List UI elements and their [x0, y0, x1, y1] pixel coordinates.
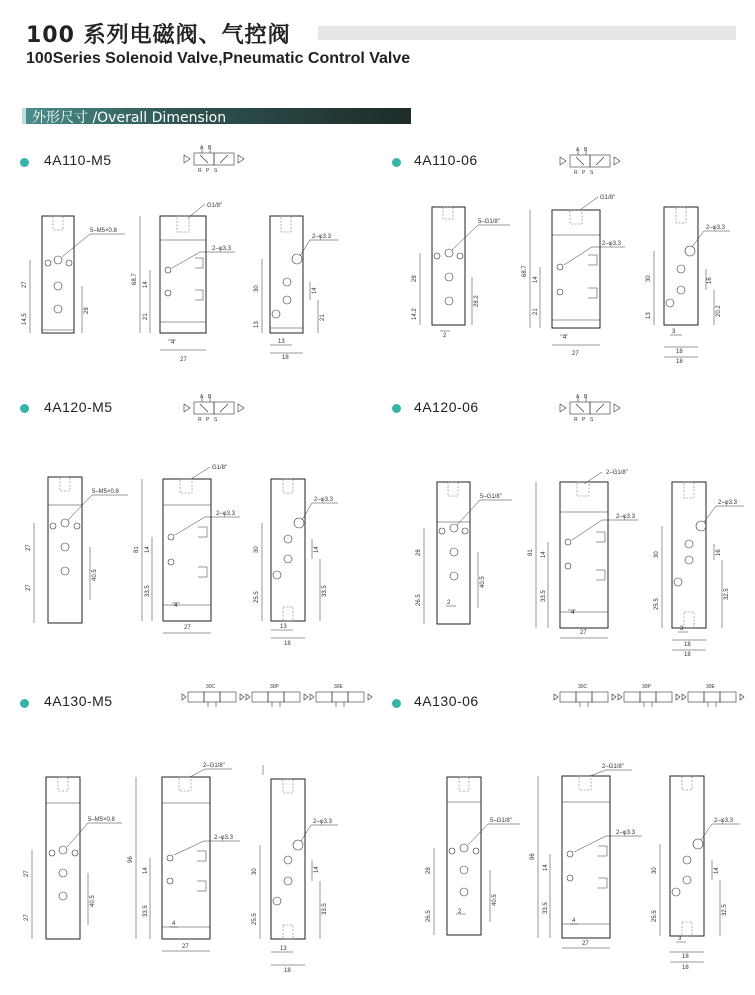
mount-hole-icon: [167, 855, 173, 861]
symbol-port-label: A: [576, 394, 580, 400]
mount-hole-icon: [293, 840, 303, 850]
dimension-value: 81: [528, 549, 534, 556]
dimension-callout: 2–φ3.3: [212, 246, 231, 252]
dimension-callout: 2–φ3.3: [214, 835, 233, 841]
dimension-drawing-4a120-m5: [0, 455, 380, 650]
valve-symbol-30c-icon: [182, 684, 244, 707]
page-title-english: 100Series Solenoid Valve,Pneumatic Control Valve: [26, 50, 411, 67]
mount-hole-icon: [165, 290, 171, 296]
dimension-value: 3: [678, 936, 682, 942]
valve-body-front-view: [437, 482, 470, 624]
port-hole-icon: [450, 548, 458, 556]
dimension-value: 18: [684, 652, 691, 658]
mount-hole-icon: [557, 264, 563, 270]
symbol-port-label: P: [582, 417, 586, 423]
valve-symbol-30c-icon: [554, 684, 616, 707]
dimension-value: 18: [284, 641, 291, 647]
symbol-variant-label: 30E: [334, 684, 343, 690]
dimension-callout: 5–G1/8": [478, 219, 500, 225]
dimension-callout: 5–M5×0.8: [92, 489, 119, 495]
dimension-value: 33.5: [541, 590, 547, 602]
dimension-value: 2: [447, 600, 451, 606]
dimension-value: 18: [282, 355, 289, 361]
symbol-port-label: R: [198, 417, 202, 423]
dimension-callout: 5–M5×0.8: [88, 817, 115, 823]
port-hole-icon: [460, 844, 468, 852]
dimension-callout: G1/8": [212, 465, 228, 471]
mount-hole-icon: [565, 539, 571, 545]
mount-hole-icon: [567, 851, 573, 857]
dimension-value: 33.5: [143, 905, 149, 917]
symbol-port-label: S: [214, 168, 218, 174]
dimension-value: 27: [26, 544, 32, 551]
valve-symbol-icon: [556, 394, 628, 424]
port-hole-icon: [59, 846, 67, 854]
symbol-port-label: A: [576, 147, 580, 153]
valve-body-end-view: [664, 207, 698, 325]
dimension-value: 14: [143, 867, 149, 874]
dimension-value: 27: [180, 357, 187, 363]
dimension-value: 28: [426, 867, 432, 874]
mount-hole-icon: [168, 534, 174, 540]
mount-hole-icon: [696, 521, 706, 531]
model-label: 4A120-06: [414, 399, 479, 415]
model-bullet-icon: [392, 158, 401, 167]
symbol-port-label: A: [200, 394, 204, 400]
port-hole-icon: [61, 519, 69, 527]
dimension-value: 4: [171, 340, 175, 346]
valve-symbol-icon: [556, 147, 628, 177]
mount-hole-icon: [168, 559, 174, 565]
dimension-value: 14: [533, 276, 539, 283]
dimension-value: 14: [543, 864, 549, 871]
model-label: 4A110-M5: [44, 152, 112, 168]
dimension-value: 28: [84, 307, 90, 314]
dimension-value: 2: [458, 909, 462, 915]
symbol-variant-label: 30E: [706, 684, 715, 690]
port-hole-icon: [460, 866, 468, 874]
symbol-port-label: B: [584, 394, 588, 400]
dimension-value: 14: [714, 867, 720, 874]
mount-hole-icon: [557, 289, 563, 295]
mount-hole-icon: [685, 246, 695, 256]
dimension-callout: 2–φ3.3: [714, 818, 733, 824]
dimension-value: 33.5: [145, 585, 151, 597]
valve-body-side-view: [160, 216, 206, 333]
valve-body-end-view: [271, 779, 305, 939]
dimension-value: 27: [580, 630, 587, 636]
title-decorative-bar: [318, 26, 736, 40]
port-hole-icon: [61, 543, 69, 551]
dimension-value: 4: [174, 603, 178, 609]
port-hole-icon: [460, 888, 468, 896]
dimension-value: 96: [128, 856, 134, 863]
model-label: 4A130-M5: [44, 693, 113, 709]
dimension-value: 27: [24, 870, 30, 877]
dimension-value: 25.5: [652, 910, 658, 922]
dimension-value: 14: [143, 281, 149, 288]
dimension-value: 18: [676, 359, 683, 365]
dimension-value: 30: [252, 868, 258, 875]
valve-body-front-view: [432, 207, 465, 325]
dimension-value: 28.2: [474, 295, 480, 307]
dimension-value: 27: [22, 281, 28, 288]
dimension-drawing-4a110-06: [380, 185, 755, 370]
dimension-drawing-4a130-m5: [0, 755, 380, 980]
symbol-port-label: R: [574, 417, 578, 423]
dimension-callout: G1/8": [600, 195, 616, 201]
dimension-value: 25.5: [654, 598, 660, 610]
dimension-callout: 2–φ3.3: [216, 511, 235, 517]
dimension-value: 2: [443, 333, 447, 339]
dimension-value: 14: [541, 551, 547, 558]
dimension-callout: 2–φ3.3: [706, 225, 725, 231]
dimension-value: 27: [182, 944, 189, 950]
valve-symbol-30p-icon: [246, 684, 308, 707]
dimension-value: 26.5: [416, 594, 422, 606]
mount-hole-icon: [567, 875, 573, 881]
valve-body-end-view: [672, 482, 706, 628]
model-bullet-icon: [20, 404, 29, 413]
dimension-value: 3: [680, 626, 684, 632]
dimension-callout: 2–G1/8": [602, 764, 624, 770]
dimension-value: 33.5: [543, 902, 549, 914]
dimension-value: 25.5: [254, 591, 260, 603]
dimension-value: 13: [280, 946, 287, 952]
symbol-port-label: B: [584, 147, 588, 153]
dimension-callout: 2–φ3.3: [616, 830, 635, 836]
valve-body-end-view: [271, 479, 305, 621]
dimension-value: 40.5: [492, 894, 498, 906]
valve-body-side-view: [162, 777, 210, 939]
dimension-value: 21: [143, 313, 149, 320]
section-label: 外形尺寸 /Overall Dimension: [32, 110, 227, 126]
model-bullet-icon: [20, 699, 29, 708]
dimension-callout: 2–φ3.3: [314, 497, 333, 503]
dimension-value: 14: [145, 546, 151, 553]
dimension-value: 20.2: [716, 305, 722, 317]
valve-body-side-view: [560, 482, 608, 628]
dimension-value: 30: [254, 285, 260, 292]
mount-hole-icon: [167, 878, 173, 884]
mount-hole-icon: [693, 839, 703, 849]
mount-hole-icon: [565, 563, 571, 569]
dimension-value: 14: [312, 287, 318, 294]
dimension-callout: G1/8": [207, 203, 223, 209]
valve-symbol-30p-icon: [618, 684, 680, 707]
dimension-callout: 5–G1/8": [480, 494, 502, 500]
section-banner: [22, 108, 411, 124]
dimension-callout: 2–φ3.3: [602, 241, 621, 247]
dimension-callout: 2–φ3.3: [718, 500, 737, 506]
dimension-value: 25.5: [252, 913, 258, 925]
dimension-value: 21: [320, 314, 326, 321]
port-hole-icon: [54, 256, 62, 264]
symbol-port-label: A: [200, 145, 204, 151]
dimension-value: 21: [533, 308, 539, 315]
dimension-drawing-4a120-06: [380, 460, 755, 660]
dimension-value: 30: [654, 551, 660, 558]
dimension-value: 27: [184, 625, 191, 631]
dimension-value: 33.5: [322, 585, 328, 597]
dimension-value: 33.5: [322, 903, 328, 915]
dimension-value: 14.2: [412, 308, 418, 320]
dimension-value: 18: [684, 642, 691, 648]
valve-body-side-view: [552, 210, 600, 328]
symbol-port-label: B: [208, 394, 212, 400]
symbol-port-label: P: [582, 170, 586, 176]
dimension-value: 4: [572, 918, 576, 924]
dimension-value: 68.7: [132, 273, 138, 285]
symbol-port-label: B: [208, 145, 212, 151]
dimension-value: 96: [530, 853, 536, 860]
dimension-callout: 5–M5×0.8: [90, 228, 117, 234]
dimension-value: 28: [416, 549, 422, 556]
dimension-value: 13: [254, 321, 260, 328]
dimension-value: 81: [134, 546, 140, 553]
dimension-value: 27: [26, 584, 32, 591]
dimension-value: 18: [284, 968, 291, 974]
dimension-value: 13: [278, 339, 285, 345]
dimension-value: 40.5: [480, 576, 486, 588]
symbol-port-label: R: [574, 170, 578, 176]
dimension-callout: 2–G1/8": [606, 470, 628, 476]
dimension-value: 30: [652, 867, 658, 874]
dimension-value: 14: [314, 546, 320, 553]
port-hole-icon: [59, 892, 67, 900]
symbol-port-label: P: [206, 168, 210, 174]
model-label: 4A130-06: [414, 693, 479, 709]
dimension-value: 68.7: [522, 265, 528, 277]
dimension-value: 13: [646, 312, 652, 319]
port-hole-icon: [445, 273, 453, 281]
dimension-value: 4: [172, 921, 176, 927]
page-title-chinese: 100 系列电磁阀、气控阀: [26, 23, 291, 48]
dimension-callout: 5–G1/8": [490, 818, 512, 824]
dimension-value: 4: [571, 610, 575, 616]
dimension-value: 26.5: [426, 910, 432, 922]
valve-body-front-view: [42, 216, 74, 333]
valve-body-side-view: [163, 479, 211, 621]
dimension-value: 40.5: [92, 569, 98, 581]
port-hole-icon: [450, 524, 458, 532]
port-hole-icon: [54, 282, 62, 290]
symbol-port-label: R: [198, 168, 202, 174]
valve-symbol-icon: [180, 394, 252, 424]
dimension-callout: 2–φ3.3: [616, 514, 635, 520]
dimension-value: 40.5: [90, 895, 96, 907]
symbol-variant-label: 30P: [642, 684, 651, 690]
symbol-port-label: S: [590, 170, 594, 176]
model-bullet-icon: [20, 158, 29, 167]
model-bullet-icon: [392, 699, 401, 708]
valve-symbol-set-icon: [552, 683, 752, 713]
model-label: 4A110-06: [414, 152, 478, 168]
dimension-value: 30: [646, 275, 652, 282]
dimension-value: 30: [254, 546, 260, 553]
dimension-value: 16: [707, 277, 713, 284]
dimension-value: 18: [682, 965, 689, 971]
dimension-callout: 2–φ3.3: [313, 819, 332, 825]
valve-body-end-view: [270, 216, 303, 333]
dimension-value: 32.5: [722, 904, 728, 916]
port-hole-icon: [445, 297, 453, 305]
valve-symbol-icon: [180, 145, 252, 175]
dimension-value: 27: [24, 914, 30, 921]
valve-body-front-view: [46, 777, 80, 939]
symbol-variant-label: 30P: [270, 684, 279, 690]
port-hole-icon: [445, 249, 453, 257]
symbol-port-label: P: [206, 417, 210, 423]
section-banner-marker: [22, 108, 26, 124]
dimension-value: 18: [676, 349, 683, 355]
model-bullet-icon: [392, 404, 401, 413]
model-label: 4A120-M5: [44, 399, 113, 415]
valve-symbol-30e-icon: [310, 684, 372, 707]
dimension-value: 4: [563, 335, 567, 341]
port-hole-icon: [54, 305, 62, 313]
dimension-value: 27: [582, 941, 589, 947]
valve-body-front-view: [447, 777, 481, 935]
symbol-variant-label: 30C: [206, 684, 216, 690]
valve-symbol-set-icon: [180, 683, 380, 713]
valve-body-front-view: [48, 477, 82, 623]
symbol-port-label: S: [214, 417, 218, 423]
dimension-value: 27: [572, 351, 579, 357]
dimension-value: 18: [682, 954, 689, 960]
port-hole-icon: [450, 572, 458, 580]
dimension-value: 32.5: [724, 588, 730, 600]
dimension-value: 14: [314, 866, 320, 873]
dimension-callout: 2–G1/8": [203, 763, 225, 769]
dimension-value: 3: [672, 329, 676, 335]
dimension-value: 16: [716, 549, 722, 556]
dimension-drawing-4a130-06: [380, 752, 755, 977]
symbol-port-label: S: [590, 417, 594, 423]
mount-hole-icon: [165, 267, 171, 273]
dimension-callout: 2–φ3.3: [312, 234, 331, 240]
symbol-variant-label: 30C: [578, 684, 588, 690]
port-hole-icon: [59, 869, 67, 877]
dimension-value: 14.5: [22, 313, 28, 325]
port-hole-icon: [61, 567, 69, 575]
dimension-value: 13: [280, 624, 287, 630]
dimension-drawing-4a110-m5: [0, 190, 380, 370]
dimension-value: 28: [412, 275, 418, 282]
valve-symbol-30e-icon: [682, 684, 744, 707]
